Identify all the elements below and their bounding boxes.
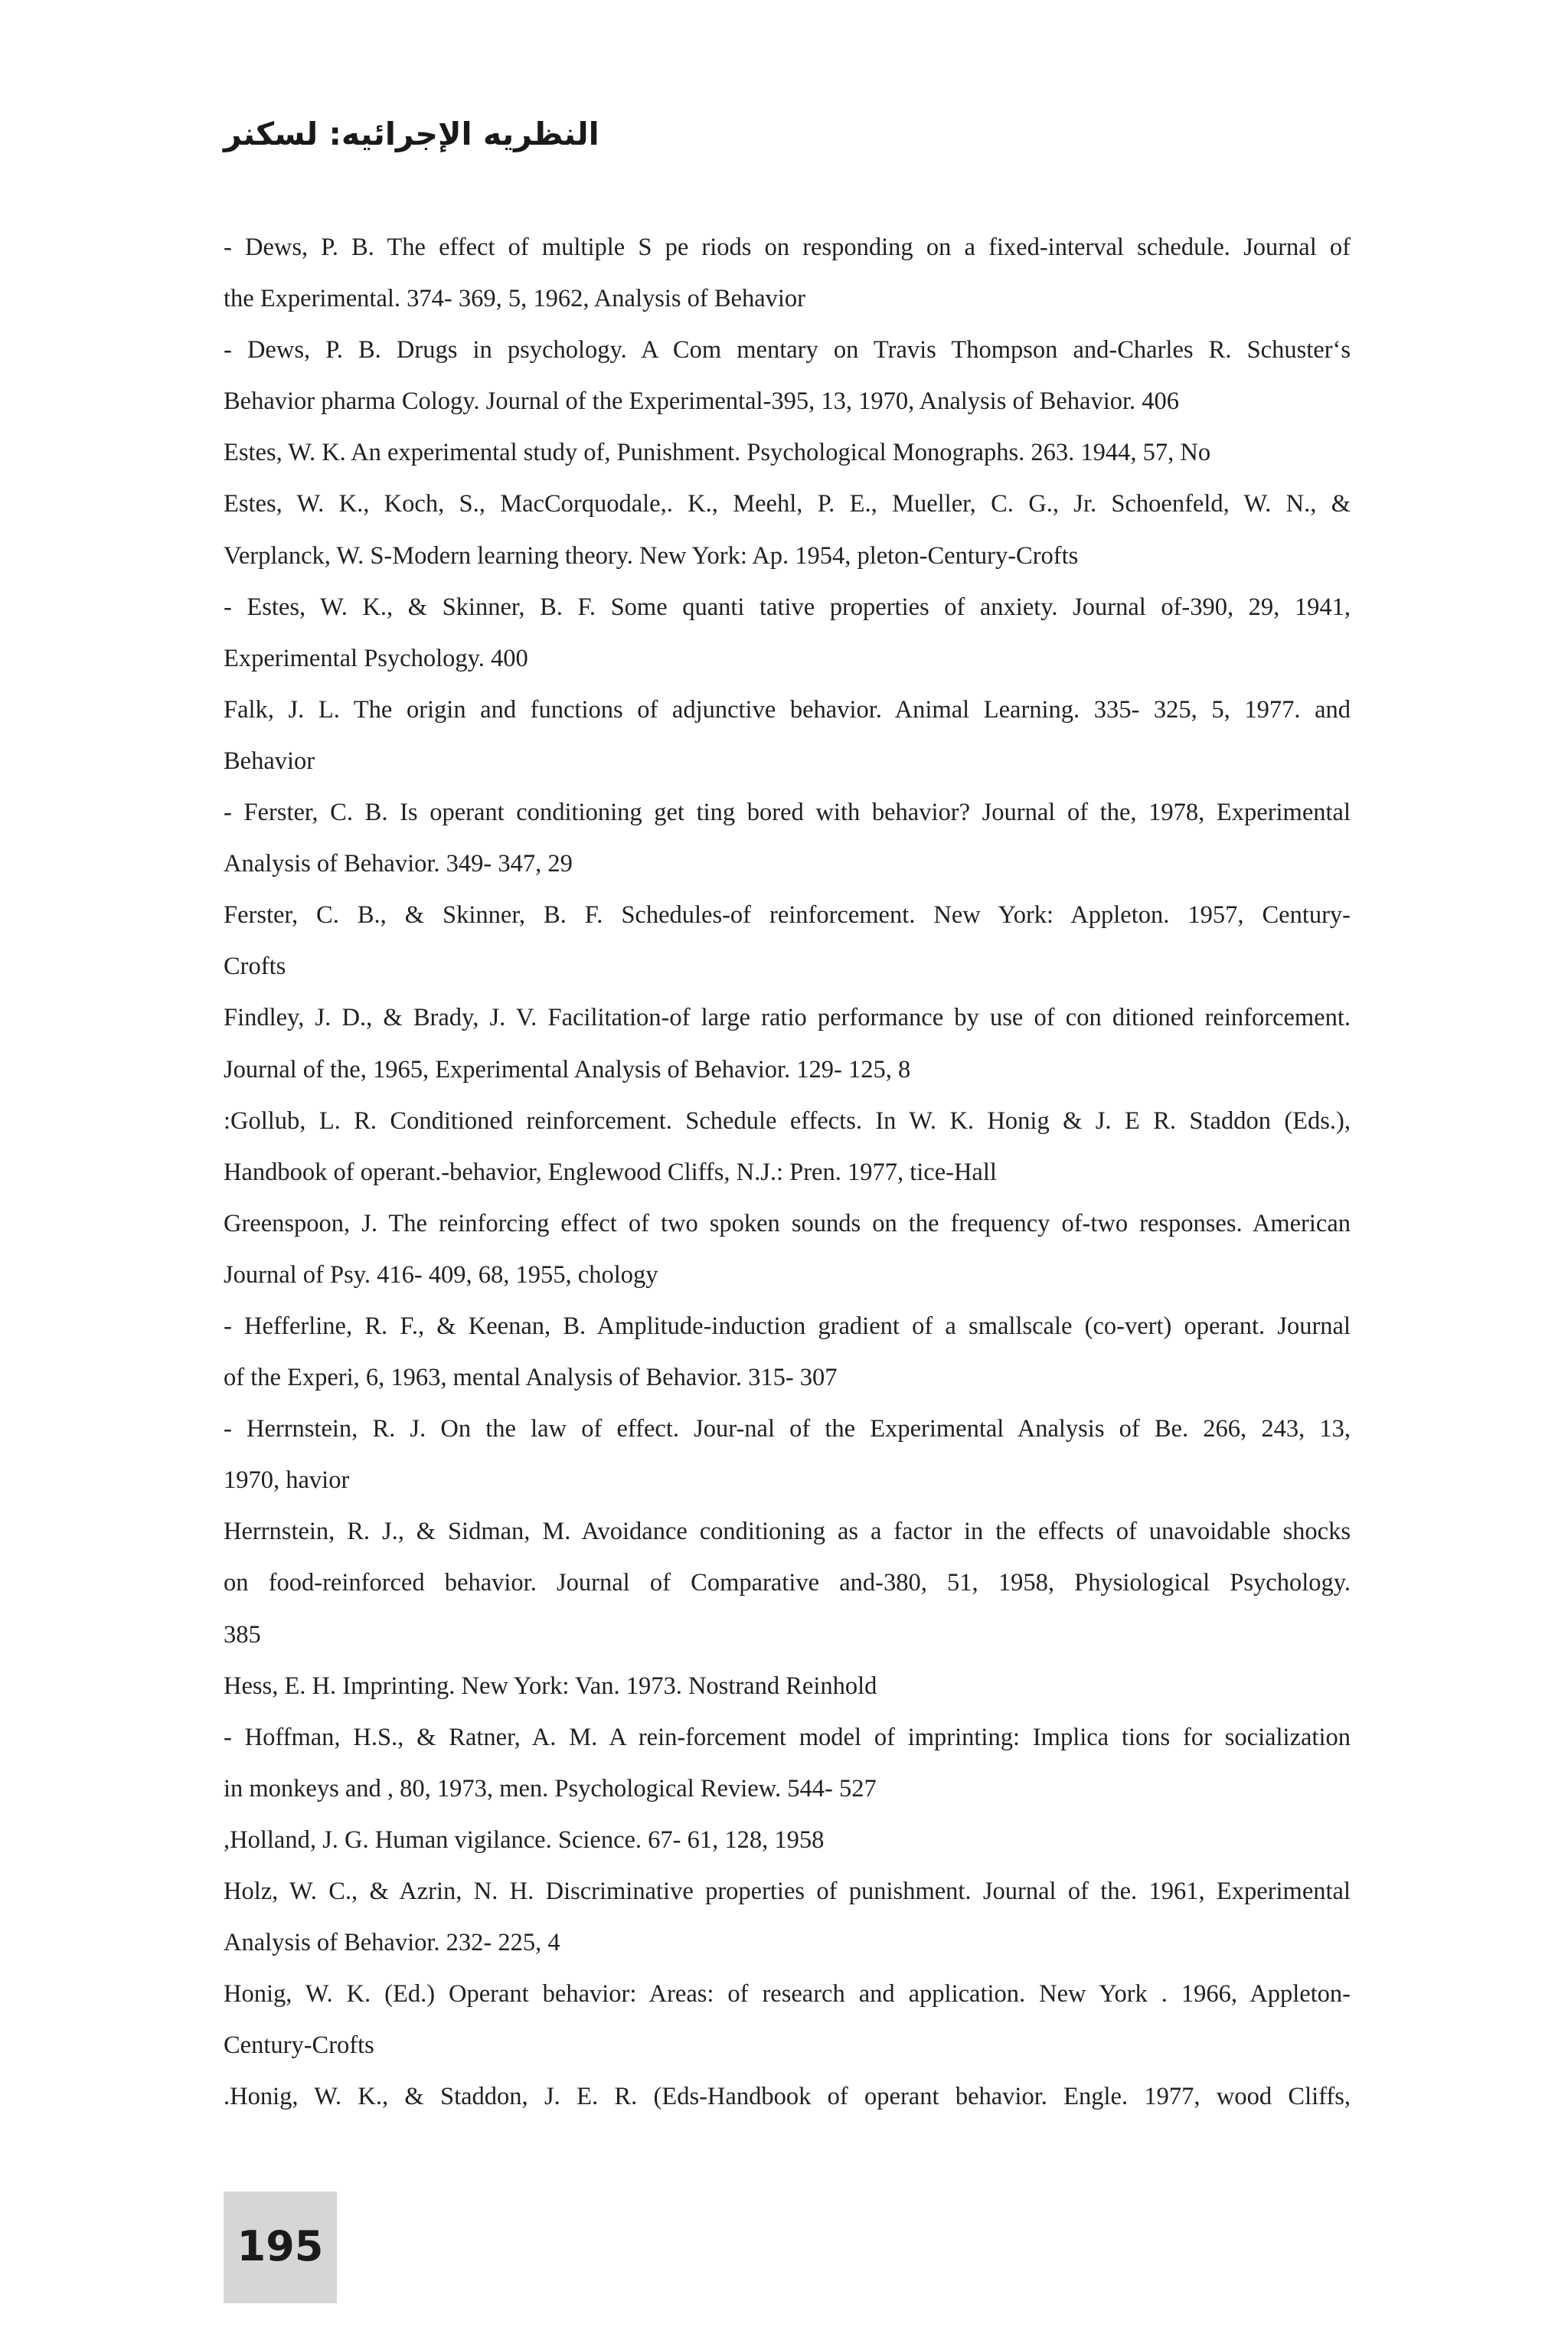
reference-line: Falk, J. L. The origin and functions of adjunctive behavior. Animal Learning. 335- 325, 5, 1977. and	[224, 695, 1351, 724]
reference-line: - Dews, P. B. The effect of multiple S pe riods on responding on a fixed-interval schedule. Journal of	[224, 234, 1351, 261]
reference-line: Verplanck, W. S-Modern learning theory. New York: Ap. 1954, pleton-Century-Crofts	[224, 541, 1079, 570]
reference-list	[224, 227, 1351, 2127]
reference-line: Greenspoon, J. The reinforcing effect of two spoken sounds on the frequency of-two responses. American	[224, 1209, 1351, 1237]
reference-line: Analysis of Behavior. 232- 225, 4	[224, 1929, 560, 1957]
reference-line: :Gollub, L. R. Conditioned reinforcement. Schedule effects. In W. K. Honig & J. E R. Staddon (Eds.),	[224, 1106, 1351, 1135]
reference-line: Estes, W. K. An experimental study of, Punishment. Psychological Monographs. 263. 1944, 57, No	[224, 439, 1211, 467]
reference-line: on food-reinforced behavior. Journal of Comparative and-380, 51, 1958, Physiological Psychology.	[224, 1569, 1351, 1597]
reference-line: Experimental Psychology. 400	[224, 644, 528, 672]
reference-line: - Hoffman, H.S., & Ratner, A. M. A rein-forcement model of imprinting: Implica tions for socialization	[224, 1723, 1351, 1751]
reference-line: - Estes, W. K., & Skinner, B. F. Some quanti tative properties of anxiety. Journal of-390, 29, 1941,	[224, 593, 1351, 621]
reference-line: Hess, E. H. Imprinting. New York: Van. 1973. Nostrand Reinhold	[224, 1672, 877, 1700]
reference-line: Herrnstein, R. J., & Sidman, M. Avoidance conditioning as a factor in the effects of unavoidable shocks	[224, 1518, 1351, 1546]
page-number-box	[224, 2191, 337, 2303]
reference-line: Findley, J. D., & Brady, J. V. Facilitation-of large ratio performance by use of con ditioned reinforcement.	[224, 1004, 1351, 1032]
reference-line: Century-Crofts	[224, 2031, 374, 2060]
reference-line: in monkeys and , 80, 1973, men. Psychological Review. 544- 527	[224, 1774, 877, 1803]
reference-line: Ferster, C. B., & Skinner, B. F. Schedules-of reinforcement. New York: Appleton. 1957, Century-	[224, 901, 1351, 930]
reference-line: Crofts	[224, 953, 286, 981]
reference-line: Estes, W. K., Koch, S., MacCorquodale,. K., Meehl, P. E., Mueller, C. G., Jr. Schoenfeld, W. N., &	[224, 490, 1351, 518]
reference-line: Honig, W. K. (Ed.) Operant behavior: Areas: of research and application. New York . 1966, Appleton-	[224, 1980, 1351, 2008]
reference-line: 385	[224, 1620, 261, 1649]
reference-line: of the Experi, 6, 1963, mental Analysis of Behavior. 315- 307	[224, 1364, 838, 1392]
reference-line: Behavior	[224, 747, 315, 775]
reference-line: Journal of the, 1965, Experimental Analysis of Behavior. 129- 125, 8	[224, 1055, 911, 1083]
reference-line: - Dews, P. B. Drugs in psychology. A Com mentary on Travis Thompson and-Charles R. Schuster‘s	[224, 336, 1351, 364]
reference-line: ,Holland, J. G. Human vigilance. Science. 67- 61, 128, 1958	[224, 1825, 825, 1854]
reference-line: 1970, havior	[224, 1466, 350, 1495]
reference-line: - Hefferline, R. F., & Keenan, B. Amplitude-induction gradient of a smallscale (co-vert) operant. Journal	[224, 1312, 1351, 1340]
reference-line: .Honig, W. K., & Staddon, J. E. R. (Eds-Handbook of operant behavior. Engle. 1977, wood Cliffs,	[224, 2083, 1351, 2111]
reference-line: - Herrnstein, R. J. On the law of effect. Jour-nal of the Experimental Analysis of Be. 266, 243, 13,	[224, 1415, 1351, 1443]
reference-line: Holz, W. C., & Azrin, N. H. Discriminative properties of punishment. Journal of the. 1961, Experimental	[224, 1878, 1351, 1905]
reference-line: Handbook of operant.-behavior, Englewood Cliffs, N.J.: Pren. 1977, tice-Hall	[224, 1158, 997, 1186]
reference-line: Journal of Psy. 416- 409, 68, 1955, chology	[224, 1260, 658, 1289]
reference-line: Analysis of Behavior. 349- 347, 29	[224, 850, 573, 878]
reference-line: the Experimental. 374- 369, 5, 1962, Analysis of Behavior	[224, 285, 806, 313]
reference-line: - Ferster, C. B. Is operant conditioning get ting bored with behavior? Journal of the, 1978, Experimental	[224, 799, 1351, 827]
page-header-title: النظريه الإجرائيه: لسكنر	[224, 116, 599, 152]
page-number: 195	[237, 2222, 324, 2270]
reference-line: Behavior pharma Cology. Journal of the Experimental-395, 13, 1970, Analysis of Behavior. 406	[224, 387, 1180, 416]
